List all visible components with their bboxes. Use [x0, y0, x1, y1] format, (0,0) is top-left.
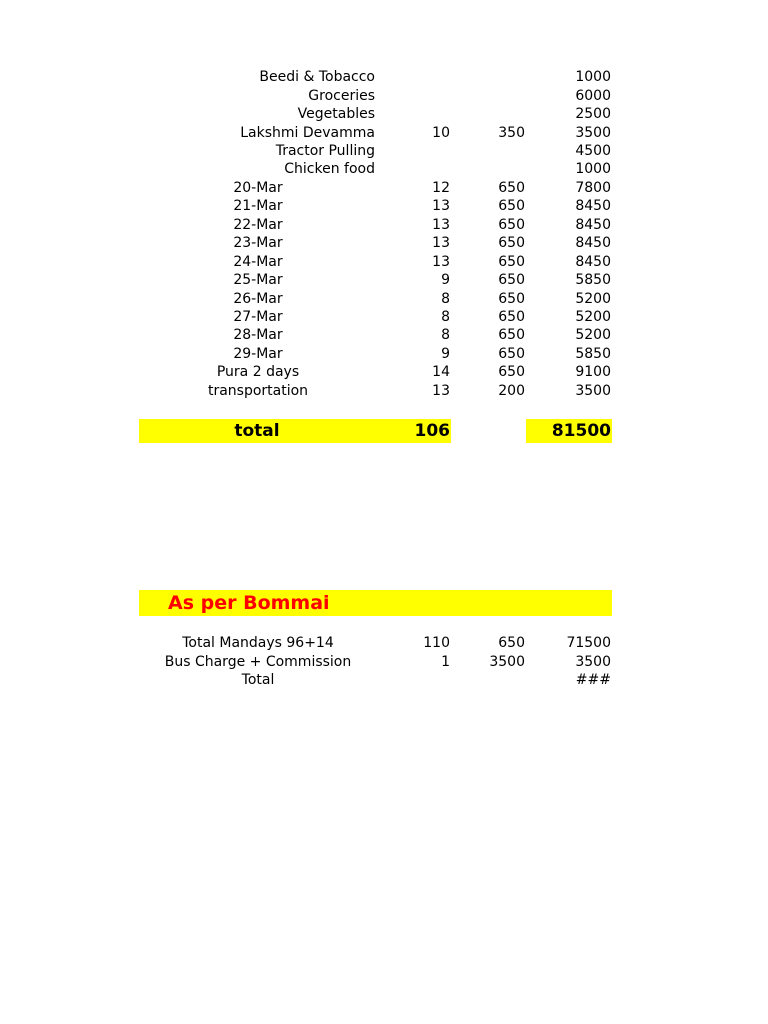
row-amount: 8450: [575, 198, 611, 214]
row-qty: 9: [441, 346, 450, 362]
bommai-title: As per Bommai: [168, 592, 330, 614]
row-label: 21-Mar: [233, 198, 283, 214]
row-qty: 110: [423, 635, 450, 651]
row-rate: 650: [498, 198, 525, 214]
row-amount: 5850: [575, 272, 611, 288]
row-label: Chicken food: [284, 161, 375, 177]
row-qty: 13: [432, 254, 450, 270]
row-qty: 14: [432, 364, 450, 380]
row-label: 22-Mar: [233, 217, 283, 233]
row-amount: 5200: [575, 291, 611, 307]
row-label: Pura 2 days: [216, 364, 300, 380]
daily-row: [0, 179, 768, 198]
row-rate: 650: [498, 254, 525, 270]
row-rate: 200: [498, 383, 525, 399]
row-amount: 6000: [575, 88, 611, 104]
row-label: 24-Mar: [233, 254, 283, 270]
row-label: transportation: [207, 383, 309, 399]
row-amount: ###: [575, 672, 611, 688]
row-qty: 9: [441, 272, 450, 288]
row-rate: 650: [498, 272, 525, 288]
total-label: total: [234, 421, 280, 441]
row-rate: 650: [498, 635, 525, 651]
row-rate: 650: [498, 235, 525, 251]
row-rate: 650: [498, 327, 525, 343]
row-label: Vegetables: [297, 106, 375, 122]
row-rate: 650: [498, 309, 525, 325]
row-label: Bus Charge + Commission: [164, 654, 352, 670]
total-amount: 81500: [551, 421, 611, 441]
row-rate: 650: [498, 291, 525, 307]
expense-row-lakshmi-devamma: [0, 124, 768, 143]
row-label: 29-Mar: [233, 346, 283, 362]
bommai-row-bus-charge: [0, 653, 768, 672]
row-amount: 8450: [575, 217, 611, 233]
row-amount: 3500: [575, 125, 611, 141]
daily-row: [0, 326, 768, 345]
row-amount: 5200: [575, 309, 611, 325]
row-amount: 71500: [566, 635, 611, 651]
row-qty: 12: [432, 180, 450, 196]
row-amount: 1000: [575, 161, 611, 177]
daily-row: [0, 290, 768, 309]
daily-row: [0, 308, 768, 327]
row-qty: 13: [432, 198, 450, 214]
expense-row-tractor-pulling: [0, 142, 768, 161]
expense-row-groceries: [0, 87, 768, 106]
row-label: Lakshmi Devamma: [240, 125, 375, 141]
row-label: 27-Mar: [233, 309, 283, 325]
bommai-section-header: [139, 590, 612, 616]
row-amount: 3500: [575, 383, 611, 399]
row-amount: 5200: [575, 327, 611, 343]
row-label: Total Mandays 96+14: [182, 635, 334, 651]
row-label: 26-Mar: [233, 291, 283, 307]
row-label: 23-Mar: [233, 235, 283, 251]
row-qty: 13: [432, 235, 450, 251]
daily-row: [0, 363, 768, 382]
row-amount: 7800: [575, 180, 611, 196]
daily-row: [0, 234, 768, 253]
daily-row: [0, 271, 768, 290]
row-amount: 2500: [575, 106, 611, 122]
daily-row: [0, 253, 768, 272]
row-amount: 8450: [575, 254, 611, 270]
row-rate: 650: [498, 180, 525, 196]
row-rate: 350: [498, 125, 525, 141]
total-qty: 106: [414, 421, 450, 441]
row-label: Total: [241, 672, 275, 688]
row-label: 28-Mar: [233, 327, 283, 343]
bommai-row-mandays: [0, 634, 768, 653]
row-amount: 8450: [575, 235, 611, 251]
daily-row: [0, 216, 768, 235]
total-row: [0, 419, 768, 443]
row-rate: 650: [498, 364, 525, 380]
row-amount: 3500: [575, 654, 611, 670]
row-amount: 9100: [575, 364, 611, 380]
row-rate: 3500: [489, 654, 525, 670]
row-amount: 4500: [575, 143, 611, 159]
bommai-row-total: [0, 671, 768, 690]
row-qty: 8: [441, 327, 450, 343]
row-qty: 8: [441, 309, 450, 325]
row-qty: 13: [432, 217, 450, 233]
row-qty: 13: [432, 383, 450, 399]
daily-row: [0, 382, 768, 401]
daily-row: [0, 345, 768, 364]
row-qty: 10: [432, 125, 450, 141]
daily-row: [0, 197, 768, 216]
row-label: Beedi & Tobacco: [259, 69, 375, 85]
row-label: 20-Mar: [233, 180, 283, 196]
expense-row-vegetables: [0, 105, 768, 124]
row-amount: 5850: [575, 346, 611, 362]
row-rate: 650: [498, 346, 525, 362]
row-rate: 650: [498, 217, 525, 233]
row-label: Groceries: [308, 88, 375, 104]
expense-row-beedi-tobacco: [0, 68, 768, 87]
row-qty: 8: [441, 291, 450, 307]
row-label: 25-Mar: [233, 272, 283, 288]
row-qty: 1: [441, 654, 450, 670]
row-amount: 1000: [575, 69, 611, 85]
expense-row-chicken-food: [0, 160, 768, 179]
row-label: Tractor Pulling: [275, 143, 375, 159]
